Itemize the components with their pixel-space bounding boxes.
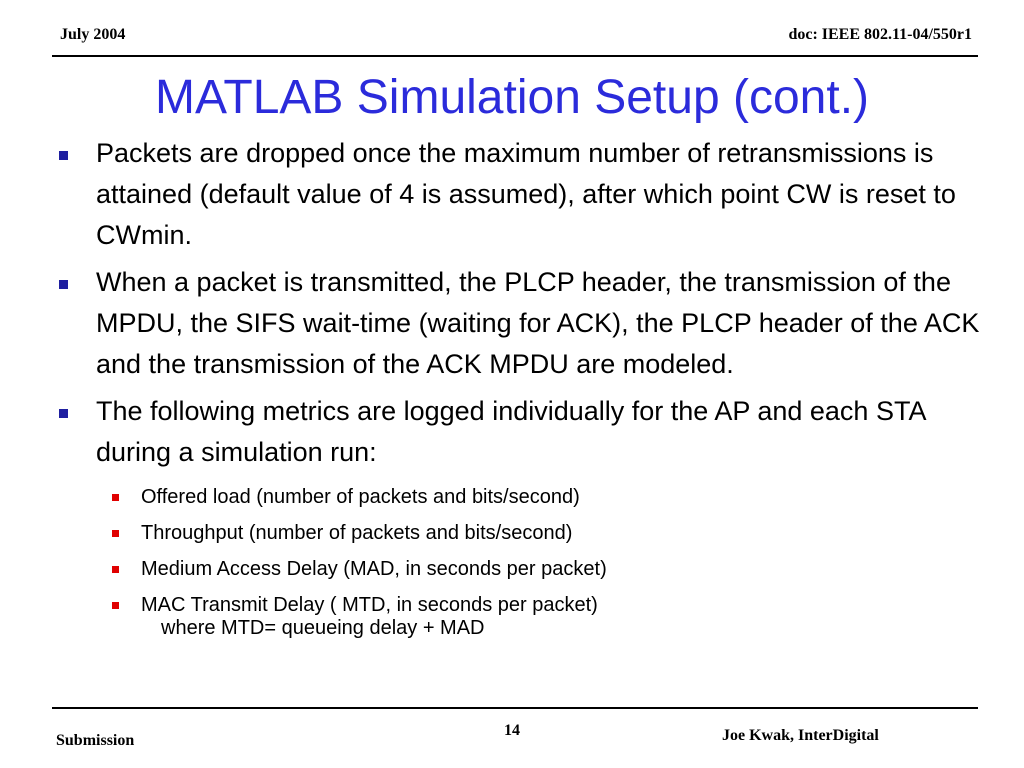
sub-bullet-item bbox=[56, 587, 986, 623]
sub-bullet-item bbox=[56, 551, 986, 587]
bullet-item bbox=[56, 391, 986, 473]
square-sub-bullet-icon bbox=[112, 566, 119, 573]
bullet-item bbox=[56, 133, 986, 256]
sub-bullet-text: Offered load (number of packets and bits/second) bbox=[141, 486, 580, 508]
square-sub-bullet-icon bbox=[112, 602, 119, 609]
header-date: July 2004 bbox=[60, 26, 126, 43]
bullet-text: When a packet is transmitted, the PLCP header, the transmission of the MPDU, the SIFS wait-time (waiting for ACK), the PLCP header of the ACK and the transmission of the ACK MPDU are modeled. bbox=[96, 267, 980, 379]
sub-bullet-continuation: where MTD= queueing delay + MAD bbox=[161, 617, 485, 639]
sub-bullet-text: Throughput (number of packets and bits/second) bbox=[141, 522, 573, 544]
footer-author: Joe Kwak, InterDigital bbox=[722, 727, 879, 744]
square-sub-bullet-icon bbox=[112, 530, 119, 537]
bullet-item bbox=[56, 262, 986, 385]
bullet-text: Packets are dropped once the maximum number of retransmissions is attained (default value of 4 is assumed), after which point CW is reset to CWmin. bbox=[96, 138, 956, 250]
slide-title: MATLAB Simulation Setup (cont.) bbox=[154, 71, 870, 124]
footer-submission: Submission bbox=[56, 732, 135, 749]
header-doc-id: doc: IEEE 802.11-04/550r1 bbox=[788, 26, 972, 43]
sub-bullet-item bbox=[56, 479, 986, 515]
sub-bullet-item bbox=[56, 515, 986, 551]
sub-bullet-list bbox=[56, 479, 986, 641]
slide-body bbox=[56, 133, 986, 641]
sub-bullet-text: Medium Access Delay (MAD, in seconds per packet) bbox=[141, 558, 607, 580]
footer-page-number: 14 bbox=[504, 722, 520, 739]
square-sub-bullet-icon bbox=[112, 494, 119, 501]
bullet-text: The following metrics are logged individually for the AP and each STA during a simulation run: bbox=[96, 396, 925, 467]
square-bullet-icon bbox=[59, 280, 68, 289]
square-bullet-icon bbox=[59, 409, 68, 418]
square-bullet-icon bbox=[59, 151, 68, 160]
header-divider bbox=[52, 55, 978, 57]
footer-divider bbox=[52, 707, 978, 709]
sub-bullet-text: MAC Transmit Delay ( MTD, in seconds per packet) bbox=[141, 594, 598, 616]
